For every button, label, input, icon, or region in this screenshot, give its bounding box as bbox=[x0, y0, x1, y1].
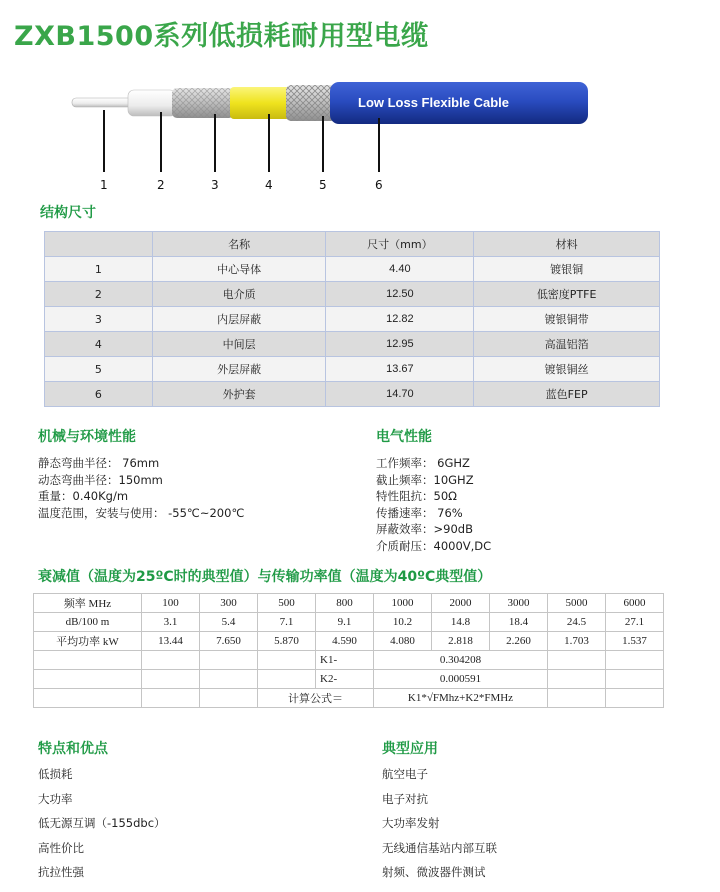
attenuation-cell: 14.8 bbox=[432, 613, 490, 632]
row-number: 5 bbox=[45, 357, 153, 382]
power-cell: 7.650 bbox=[200, 632, 258, 651]
frequency-cell: 3000 bbox=[490, 594, 548, 613]
row-number: 4 bbox=[45, 332, 153, 357]
leader-line-5 bbox=[322, 116, 324, 172]
frequency-cell: 500 bbox=[258, 594, 316, 613]
callout-1: 1 bbox=[100, 178, 108, 192]
k1-label: K1- bbox=[316, 651, 374, 670]
attenuation-cell: 18.4 bbox=[490, 613, 548, 632]
row-size: 13.67 bbox=[326, 357, 474, 382]
features-section-title: 特点和优点 bbox=[38, 741, 108, 757]
formula-label: 计算公式＝ bbox=[258, 689, 374, 708]
electrical-spec-line: 特性阻抗：50Ω bbox=[376, 489, 457, 503]
k2-value: 0.000591 bbox=[374, 670, 548, 689]
row-size: 4.40 bbox=[326, 257, 474, 282]
electrical-spec-list bbox=[376, 455, 491, 554]
row-size: 12.82 bbox=[326, 307, 474, 332]
electrical-spec-line: 截止频率：10GHZ bbox=[376, 472, 474, 487]
mechanical-spec-line: 动态弯曲半径：150mm bbox=[38, 472, 163, 487]
attenuation-cell: 3.1 bbox=[142, 613, 200, 632]
electrical-section-title: 电气性能 bbox=[376, 429, 432, 445]
attenuation-section-title: 衰减值（温度为25ºC时的典型值）与传输功率值（温度为40ºC典型值） bbox=[38, 569, 492, 585]
table-row bbox=[45, 332, 660, 357]
formula-value: K1*√FMhz+K2*FMHz bbox=[374, 689, 548, 708]
row-material: 蓝色FEP bbox=[474, 382, 660, 407]
row-size: 12.95 bbox=[326, 332, 474, 357]
attenuation-cell: 27.1 bbox=[606, 613, 664, 632]
frequency-cell: 800 bbox=[316, 594, 374, 613]
table-row bbox=[45, 382, 660, 407]
power-cell: 2.260 bbox=[490, 632, 548, 651]
k1-value: 0.304208 bbox=[374, 651, 548, 670]
row-name: 电介质 bbox=[152, 282, 326, 307]
empty-cell bbox=[258, 651, 316, 670]
row-number: 6 bbox=[45, 382, 153, 407]
power-cell: 4.590 bbox=[316, 632, 374, 651]
power-label: 平均功率 kW bbox=[34, 632, 142, 651]
row-number: 2 bbox=[45, 282, 153, 307]
callout-3: 3 bbox=[211, 178, 219, 192]
electrical-spec-line: 介质耐压：4000V,DC bbox=[376, 538, 492, 553]
list-item: 低无源互调（-155dbc） bbox=[38, 816, 166, 830]
empty-cell bbox=[606, 651, 664, 670]
list-item: 低损耗 bbox=[38, 767, 73, 781]
empty-cell bbox=[606, 670, 664, 689]
row-material: 镀银铜 bbox=[474, 257, 660, 282]
k2-row bbox=[34, 670, 664, 689]
callout-6: 6 bbox=[375, 178, 383, 192]
empty-cell bbox=[142, 651, 200, 670]
table-row bbox=[45, 307, 660, 332]
row-material: 高温铝箔 bbox=[474, 332, 660, 357]
empty-cell bbox=[200, 651, 258, 670]
page-title: ZXB1500系列低损耗耐用型电缆 bbox=[14, 21, 429, 52]
electrical-spec-line: 工作频率： 6GHZ bbox=[376, 456, 470, 470]
dielectric bbox=[128, 90, 176, 116]
leader-line-6 bbox=[378, 118, 380, 172]
electrical-spec-line: 屏蔽效率：>90dB bbox=[376, 522, 473, 536]
cable-label: Low Loss Flexible Cable bbox=[358, 95, 509, 110]
empty-cell bbox=[200, 689, 258, 708]
header-cell: 材料 bbox=[474, 232, 660, 257]
empty-cell bbox=[258, 670, 316, 689]
table-row bbox=[45, 257, 660, 282]
empty-cell bbox=[548, 689, 606, 708]
callout-5: 5 bbox=[319, 178, 327, 192]
frequency-cell: 2000 bbox=[432, 594, 490, 613]
empty-cell bbox=[142, 670, 200, 689]
attenuation-cell: 5.4 bbox=[200, 613, 258, 632]
power-cell: 4.080 bbox=[374, 632, 432, 651]
empty-cell bbox=[34, 651, 142, 670]
row-name: 内层屏蔽 bbox=[152, 307, 326, 332]
mechanical-spec-list bbox=[38, 455, 244, 521]
attenuation-cell: 24.5 bbox=[548, 613, 606, 632]
attenuation-table bbox=[33, 593, 664, 708]
row-name: 中心导体 bbox=[152, 257, 326, 282]
frequency-cell: 5000 bbox=[548, 594, 606, 613]
leader-line-2 bbox=[160, 112, 162, 172]
row-number: 3 bbox=[45, 307, 153, 332]
mechanical-spec-line: 重量：0.40Kg/m bbox=[38, 489, 129, 503]
empty-cell bbox=[34, 689, 142, 708]
empty-cell bbox=[548, 651, 606, 670]
attenuation-cell: 9.1 bbox=[316, 613, 374, 632]
empty-cell bbox=[34, 670, 142, 689]
frequency-label: 频率 MHz bbox=[34, 594, 142, 613]
attenuation-cell: 10.2 bbox=[374, 613, 432, 632]
callout-4: 4 bbox=[265, 178, 273, 192]
features-list bbox=[38, 762, 166, 885]
header-cell bbox=[45, 232, 153, 257]
row-name: 中间层 bbox=[152, 332, 326, 357]
power-cell: 1.703 bbox=[548, 632, 606, 651]
structure-header-row bbox=[45, 232, 660, 257]
list-item: 射频、微波器件测试 bbox=[382, 865, 486, 879]
table-row bbox=[45, 357, 660, 382]
attenuation-row bbox=[34, 613, 664, 632]
applications-section-title: 典型应用 bbox=[382, 741, 438, 757]
empty-cell bbox=[142, 689, 200, 708]
list-item: 高性价比 bbox=[38, 840, 84, 855]
applications-list bbox=[382, 762, 497, 885]
list-item: 电子对抗 bbox=[382, 791, 428, 806]
center-conductor bbox=[72, 98, 132, 107]
row-material: 镀银铜丝 bbox=[474, 357, 660, 382]
frequency-row bbox=[34, 594, 664, 613]
table-row bbox=[45, 282, 660, 307]
cable-illustration bbox=[60, 76, 600, 132]
row-material: 低密度PTFE bbox=[474, 282, 660, 307]
power-cell: 1.537 bbox=[606, 632, 664, 651]
mechanical-spec-line: 静态弯曲半径： 76mm bbox=[38, 456, 160, 470]
attenuation-label: dB/100 m bbox=[34, 613, 142, 632]
row-size: 14.70 bbox=[326, 382, 474, 407]
middle-layer-foil bbox=[230, 87, 290, 119]
row-material: 镀银铜带 bbox=[474, 307, 660, 332]
leader-line-4 bbox=[268, 114, 270, 172]
attenuation-cell: 7.1 bbox=[258, 613, 316, 632]
list-item: 航空电子 bbox=[382, 767, 428, 781]
empty-cell bbox=[548, 670, 606, 689]
callout-2: 2 bbox=[157, 178, 165, 192]
empty-cell bbox=[606, 689, 664, 708]
empty-cell bbox=[200, 670, 258, 689]
k2-label: K2- bbox=[316, 670, 374, 689]
mechanical-section-title: 机械与环境性能 bbox=[38, 429, 136, 445]
list-item: 大功率 bbox=[38, 791, 73, 806]
list-item: 大功率发射 bbox=[382, 816, 440, 830]
k1-row bbox=[34, 651, 664, 670]
leader-line-1 bbox=[103, 110, 105, 172]
frequency-cell: 1000 bbox=[374, 594, 432, 613]
power-cell: 2.818 bbox=[432, 632, 490, 651]
mechanical-spec-line: 温度范围，安装与使用： -55℃~200℃ bbox=[38, 505, 245, 520]
power-cell: 5.870 bbox=[258, 632, 316, 651]
row-size: 12.50 bbox=[326, 282, 474, 307]
formula-row bbox=[34, 689, 664, 708]
structure-table bbox=[44, 231, 660, 407]
frequency-cell: 100 bbox=[142, 594, 200, 613]
leader-line-3 bbox=[214, 114, 216, 172]
electrical-spec-line: 传播速率： 76% bbox=[376, 505, 463, 520]
row-name: 外护套 bbox=[152, 382, 326, 407]
list-item: 抗拉性强 bbox=[38, 865, 84, 879]
row-name: 外层屏蔽 bbox=[152, 357, 326, 382]
row-number: 1 bbox=[45, 257, 153, 282]
list-item: 无线通信基站内部互联 bbox=[382, 840, 497, 855]
frequency-cell: 6000 bbox=[606, 594, 664, 613]
header-cell: 名称 bbox=[152, 232, 326, 257]
header-cell: 尺寸（mm） bbox=[326, 232, 474, 257]
structure-section-title: 结构尺寸 bbox=[40, 205, 96, 221]
power-row bbox=[34, 632, 664, 651]
frequency-cell: 300 bbox=[200, 594, 258, 613]
power-cell: 13.44 bbox=[142, 632, 200, 651]
